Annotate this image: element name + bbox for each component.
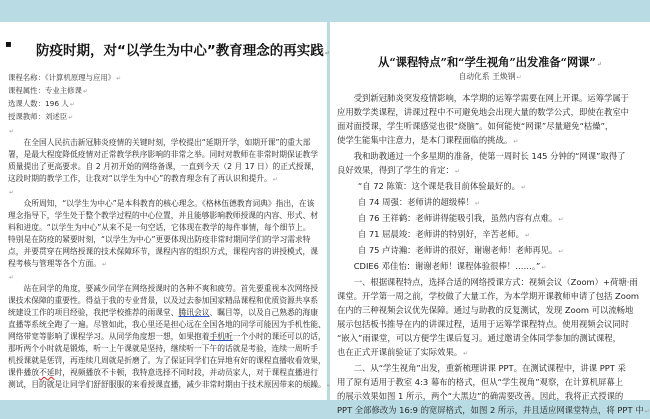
text-line: 课堂。开学第一周之前，学校做了大量工作，为本学期开课教师申请了包括 Zoom	[337, 291, 640, 301]
text-line: 那听两个小时就是锻炼，听一上午课就是坚持，继续听一下午的话就是考验，连续一周听手	[8, 344, 319, 353]
text-line: 展示包括板书推导在内的讲课过程，适用于运筹学课程特点。使用视频会议同时	[337, 319, 630, 329]
text-line: 点，并要贯穿在网络授课的技术保障环节，课程内容的组织方式，课程内容的讲授模式，课	[8, 247, 319, 256]
text-line: 课技术保障的重要性。得益于我的专业背景，以及过去参加国家精品课程和优质资源共享系	[8, 296, 319, 305]
empty-paragraph	[8, 125, 332, 137]
text-segment: 时，视频播放不卡顿，我特意选择不同时段，并动员家人，对于课程直播进行	[54, 368, 319, 377]
text-line: 在内的三种视频会议优先保障。通过与助教的反复测试，发现 Zoom 可以流畅地	[337, 305, 634, 315]
text-line	[8, 331, 332, 343]
empty-paragraph	[8, 186, 332, 198]
text-line: 在全国人民抗击新冠肺炎疫情的关键时刻，学校提出“延期开学，如期开课”的重大部	[23, 138, 311, 147]
text-line	[8, 307, 332, 319]
left-page-body	[8, 125, 332, 392]
author-line: 自动化系 王焕钢 ↵	[330, 71, 650, 82]
text-line: 质量提出了更高要求。自 2 月初开始的网络备课，一直到今天（2 月 17 日）的正式授课，	[8, 162, 320, 171]
text-line: 程考核与管理等各个方面。 ↵	[8, 258, 332, 271]
student-quote: 自 75 卢诗瀚：老师讲的很好，谢谢老师！老师再见。 ↵	[337, 243, 650, 259]
text-segment: 一个小时的课还可以的话，	[232, 332, 326, 341]
student-quote: 自 74 周强：老师讲的超级棒！ ↵	[337, 195, 650, 211]
text-line: 众所周知，“以学生为中心”是本科教育的核心理念。《格林伍德教育词典》指出，在该	[23, 199, 315, 208]
text-line: 二、从“学生视角”出发，重新梳理讲课 PPT。在测试课程中，讲课 PPT 采	[353, 363, 626, 373]
right-page-body	[337, 91, 650, 419]
student-quote: CDIE6 邓佳怡：谢谢老师！课程体验很棒！……。” ↵	[337, 259, 650, 275]
text-line: 的展示效果如图 1 所示，两个“大黑边”的确需要改善。因此，我将正式授课的	[337, 391, 624, 401]
text-segment: 统建设工作的项目经验，我把学校推荐的雨课堂、	[8, 308, 179, 317]
course-info-line: 课程属性：专业主修课 ↵	[8, 85, 121, 98]
underlined-text: 手机听	[209, 332, 233, 341]
course-info-line: 选课人数：196 人 ↵	[8, 98, 121, 111]
text-line: 测试，目的就是让同学们舒舒服服的来看授课直播，减少非常时期由于技术原因带来的烦躁。 ↵	[8, 379, 332, 392]
text-line: 也在正式开课前验证了实际效果。 ↵	[337, 345, 650, 361]
right-document-page	[330, 22, 650, 415]
underlined-text: 不延	[39, 368, 55, 377]
bullet-icon: ▪	[5, 39, 12, 50]
left-document-page	[0, 22, 327, 400]
text-line: 一、根据课程特点，选择合适的网络授课方式：视频会议（Zoom）+荷塘·雨	[353, 277, 638, 287]
student-quote: 自 71 屈晨竣：老师讲的特别好，辛苦老师。 ↵	[337, 227, 650, 243]
text-segment: 课件播放	[8, 368, 40, 377]
text-segment: 、瞩目等，以及自己熟悉的海康	[209, 308, 319, 317]
text-line: 这段时期的教学工作，让我对“以学生为中心”的教育理念有了再认识和提升。 ↵	[8, 173, 332, 186]
left-title-text: 防疫时期，对“以学生为中心”教育理念的再实践 ↵	[36, 39, 330, 59]
text-line: 用了原有适用于教室 4:3 幕布的格式，但从“学生视角”观察，在计算机屏幕上	[337, 377, 624, 387]
text-line: 料和进度。“以学生为中心”从来不是一句空话，它体现在教学的每件事情，每个细节上。	[8, 223, 311, 232]
empty-paragraph	[8, 271, 332, 283]
text-line: “嵌入”雨课堂，可以方便学生课后复习。通过邀请全体同学参加的测试课程，	[337, 333, 621, 343]
student-quote: “自 72 陈策：这个课是我目前体验最好的。 ↵	[337, 179, 650, 195]
text-line: 站在同学的角度，要减少同学在网络授课时的各种不爽和疲劳。首先要重视本次网络授	[23, 284, 319, 293]
course-info-line: 授课教师：刘述臣 ↵	[8, 111, 121, 124]
course-info	[8, 72, 121, 124]
text-line: 机授课就是惩罚，再连续几周就是折磨了。为了保证同学们在异地有好的课程直播收看效果，	[8, 356, 326, 365]
right-page-title: 从“课程特点”和“学生视角”出发准备“网课” ↵	[330, 54, 650, 70]
text-line: 我和助教通过一个多星期的准备，使第一周时长 145 分钟的“网课”取得了	[353, 151, 626, 161]
text-line: 面对面授课，学生听课感觉也很“烧脑”。如何能使“网课”尽量避免“枯燥”，	[337, 121, 614, 131]
text-line: 署，是最大程度降低疫情对正常教学秩序影响的非常之举。同时对教师在非常时期保证教学	[8, 150, 319, 159]
underlined-text: 腾讯会议	[178, 308, 210, 317]
text-line: 应用数学类课程，讲课过程中不可避免地会出现大量的数学公式，即使在教室中	[337, 107, 630, 117]
text-line: 使学生能集中注意力，是本门课程面临的挑战。 ↵	[337, 133, 650, 149]
text-segment: 网络带宽等影响了课程学习。从同学角度想一想，如果抱着	[8, 332, 210, 341]
course-info-line: 课程名称：《计算机原理与应用》 ↵	[8, 72, 121, 85]
text-line: 直播等系统全跑了一遍。尽管如此，我心里还是担心远在全国各地的同学可能因为手机性能、	[8, 320, 326, 329]
text-line: 理念指导下，学生处于整个教学过程的中心位置，并且能够影响教师授课的内容、形式、材	[8, 211, 319, 220]
student-quote: 自 76 王祥鹤：老师讲得能吸引我，虽然内容有点难。 ↵	[337, 211, 650, 227]
text-line: 良好效果，得到了学生的肯定： ↵	[337, 163, 650, 179]
text-line: 受到新冠肺炎突发疫情影响，本学期的运筹学需要在网上开课。运筹学属于	[353, 93, 630, 103]
text-line	[8, 367, 332, 379]
text-line: PPT 全部修改为 16:9 的宽屏格式，如图 2 所示，并且适应网课堂特点，将 PPT 中 ↵	[337, 403, 650, 419]
text-line: 特别是在防疫的紧要时刻，“以学生为中心”更要体现出防疫非常时期同学们的学习需求特	[8, 235, 311, 244]
